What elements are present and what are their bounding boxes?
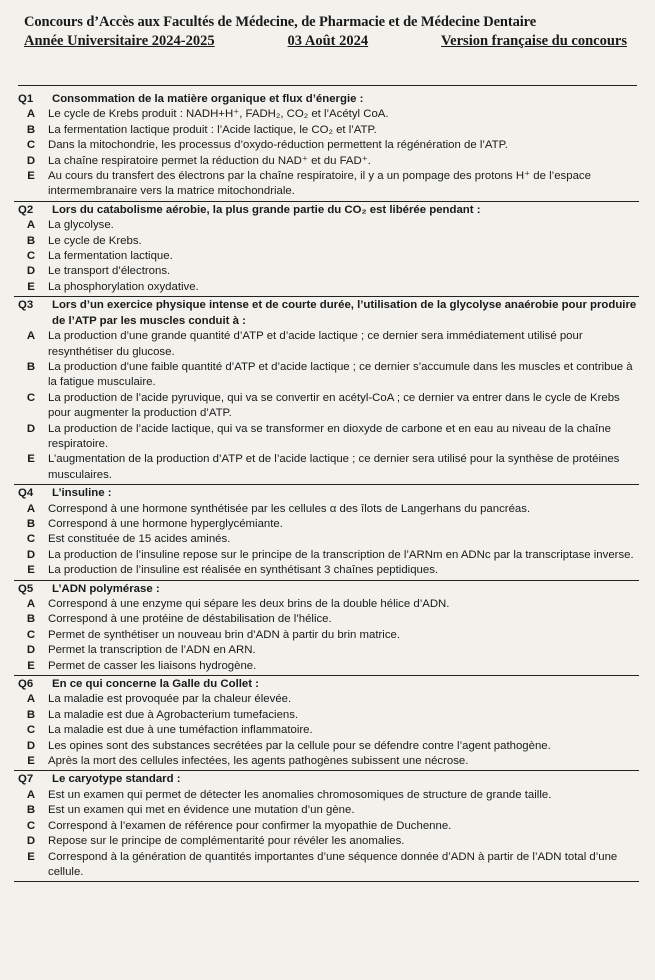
question-text: En ce qui concerne la Galle du Collet : (52, 678, 259, 691)
option-letter: E (27, 170, 35, 183)
option-letter: B (26, 708, 36, 721)
exam-subtitle (24, 33, 635, 50)
answer-option (14, 834, 639, 849)
option-text: Est un examen qui met en évidence une mutation d’un gène. (48, 804, 355, 817)
answer-option (14, 597, 639, 612)
option-text: Après la mort des cellules infectées, les agents pathogènes subissent une nécrose. (48, 755, 469, 768)
option-letter: D (26, 644, 36, 657)
academic-year: Année Universitaire 2024-2025 (24, 33, 215, 49)
question-number: Q5 (18, 582, 34, 595)
option-letter: B (26, 613, 36, 626)
option-text: Les opines sont des substances secrétées par la cellule pour se défendre contre l’agent pathogène. (48, 739, 551, 752)
exam-date: 03 Août 2024 (287, 33, 369, 49)
option-text: Correspond à la génération de quantités importantes d’une séquence donnée d’ADN à partir de l’ADN total d’une cellule. (48, 850, 618, 878)
option-text: Au cours du transfert des électrons par la chaîne respiratoire, il y a un pompage des protons H⁺ de l’espace intermembranaire vers la matrice mitochondriale. (48, 170, 591, 198)
option-text: Le cycle de Krebs produit : NADH+H⁺, FADH₂, CO₂ et l’Acétyl CoA. (48, 108, 389, 121)
answer-option (14, 723, 639, 738)
option-letter: D (26, 548, 36, 561)
option-text: Le transport d’électrons. (48, 265, 171, 278)
answer-option (14, 218, 639, 233)
answer-option (14, 107, 639, 122)
answer-option (14, 452, 639, 483)
answer-option (14, 548, 639, 563)
option-letter: C (26, 250, 36, 263)
question-number: Q7 (18, 773, 34, 786)
option-text: La maladie est provoquée par la chaleur élevée. (48, 693, 292, 706)
question-header (14, 92, 639, 107)
option-text: Repose sur le principe de complémentarité pour révéler les anomalies. (48, 835, 405, 848)
answer-option (14, 517, 639, 532)
option-text: La production de l’acide pyruvique, qui va se convertir en acétyl-CoA ; ce dernier va entrer dans le cycle de Krebs pour augmenter la production d’ATP. (48, 391, 620, 420)
question-text: Lors d’un exercice physique intense et de courte durée, l’utilisation de la glycolyse anaérobie pour produire de l’ATP par les muscles conduit à : (52, 299, 637, 327)
answer-option (14, 643, 639, 658)
option-text: La maladie est due à Agrobacterium tumefaciens. (48, 708, 299, 721)
question-text: Consommation de la matière organique et flux d’énergie : (52, 93, 364, 105)
option-letter: A (26, 502, 36, 515)
question-list (14, 92, 639, 883)
option-text: Correspond à une enzyme qui sépare les deux brins de la double hélice d’ADN. (48, 598, 450, 610)
option-letter: B (26, 360, 36, 373)
option-letter: E (27, 280, 35, 293)
option-letter: B (26, 517, 36, 530)
option-text: La production de l’insuline repose sur le principe de la transcription de l’ARNm en ADNc par la transcriptase inverse. (48, 548, 634, 561)
option-text: Permet de synthétiser un nouveau brin d’ADN à partir du brin matrice. (48, 628, 401, 641)
answer-option (14, 360, 639, 391)
answer-option (14, 788, 639, 803)
option-text: La production de l’insuline est réalisée en synthétisant 3 chaînes peptidiques. (48, 564, 439, 577)
answer-option (14, 612, 639, 627)
question-header (14, 203, 639, 218)
question-number: Q4 (18, 487, 34, 500)
option-text: La chaîne respiratoire permet la réduction du NAD⁺ et du FAD⁺. (48, 154, 371, 167)
option-text: Dans la mitochondrie, les processus d’oxydo-réduction permettent la régénération de l’ATP. (48, 139, 508, 152)
option-letter: A (26, 330, 36, 343)
answer-option (14, 154, 639, 169)
option-letter: B (26, 123, 36, 136)
answer-option (14, 234, 639, 249)
answer-option (14, 138, 639, 153)
exam-title: Concours d’Accès aux Facultés de Médecine, de Pharmacie et de Médecine Dentaire (24, 14, 537, 30)
question-text: L’insuline : (52, 487, 112, 500)
question-block (14, 298, 639, 485)
option-text: La glycolyse. (48, 219, 114, 232)
option-letter: E (27, 453, 35, 466)
answer-option (14, 169, 639, 200)
answer-option (14, 563, 639, 578)
question-header (14, 298, 639, 329)
option-letter: C (26, 724, 36, 737)
option-text: L’augmentation de la production d’ATP et de l’acide lactique ; ce dernier sera utilisé pour la synthèse de protéines musculaires. (48, 453, 620, 481)
option-letter: E (27, 564, 35, 577)
option-text: La phosphorylation oxydative. (48, 280, 199, 293)
option-letter: B (26, 234, 36, 247)
answer-option (14, 803, 639, 818)
question-number: Q1 (18, 93, 34, 105)
option-letter: D (26, 422, 36, 435)
answer-option (14, 850, 639, 881)
option-letter: E (27, 850, 35, 863)
answer-option (14, 422, 639, 453)
answer-option (14, 329, 639, 360)
answer-option (14, 391, 639, 422)
exam-header (0, 0, 655, 50)
answer-option (14, 754, 639, 769)
option-letter: A (26, 693, 36, 706)
answer-option (14, 532, 639, 547)
option-letter: C (26, 391, 36, 404)
option-text: Permet la transcription de l’ADN en ARN. (48, 644, 256, 657)
option-text: Correspond à l’examen de référence pour confirmer la myopathie de Duchenne. (48, 819, 452, 832)
option-letter: C (26, 139, 36, 152)
option-letter: C (26, 628, 36, 641)
answer-option (14, 659, 639, 674)
answer-option (14, 264, 639, 279)
answer-option (14, 502, 639, 517)
answer-option (14, 819, 639, 834)
question-text: L’ADN polymérase : (52, 582, 160, 595)
answer-option (14, 628, 639, 643)
option-letter: C (26, 533, 36, 546)
option-letter: E (27, 755, 35, 768)
option-text: La production d’une grande quantité d’ATP et d’acide lactique ; ce dernier sera immédiatement utilisé pour resynthétiser du glucose. (48, 330, 583, 358)
option-letter: A (26, 598, 36, 610)
question-block (14, 582, 639, 676)
question-text: Le caryotype standard : (52, 773, 181, 786)
question-header (14, 677, 639, 692)
question-header (14, 772, 639, 787)
question-number: Q6 (18, 678, 34, 691)
answer-option (14, 123, 639, 138)
option-text: Est un examen qui permet de détecter les anomalies chromosomiques de structure de grande taille. (48, 788, 552, 801)
question-header (14, 582, 639, 597)
exam-version: Version française du concours (441, 33, 627, 49)
option-letter: C (26, 819, 36, 832)
option-letter: D (26, 265, 36, 278)
option-letter: D (26, 835, 36, 848)
question-block (14, 92, 639, 202)
option-text: Permet de casser les liaisons hydrogène. (48, 659, 257, 672)
question-header (14, 486, 639, 501)
answer-option (14, 692, 639, 707)
option-text: La production de l’acide lactique, qui va se transformer en dioxyde de carbone et en eau au niveau de la chaîne respiratoire. (48, 422, 611, 450)
option-letter: A (26, 788, 36, 801)
option-text: La fermentation lactique. (48, 250, 173, 263)
question-text: Lors du catabolisme aérobie, la plus grande partie du CO₂ est libérée pendant : (52, 203, 481, 216)
option-letter: B (26, 804, 36, 817)
question-block (14, 772, 639, 882)
option-letter: D (26, 154, 36, 167)
header-divider (18, 85, 637, 86)
question-block (14, 677, 639, 771)
answer-option (14, 280, 639, 295)
option-text: La maladie est due à une tuméfaction inflammatoire. (48, 724, 313, 737)
option-text: Est constituée de 15 acides aminés. (48, 533, 231, 546)
answer-option (14, 739, 639, 754)
option-letter: A (26, 108, 36, 121)
question-block (14, 486, 639, 580)
option-text: Le cycle de Krebs. (48, 234, 142, 247)
option-text: Correspond à une protéine de déstabilisation de l’hélice. (48, 613, 332, 626)
option-text: La production d’une faible quantité d’ATP et d’acide lactique ; ce dernier s’accumule dans les muscles et contribue à la fatigue musculaire. (48, 360, 633, 389)
option-letter: A (26, 219, 36, 232)
question-block (14, 203, 639, 297)
question-number: Q3 (18, 299, 34, 312)
option-letter: D (26, 739, 36, 752)
option-text: Correspond à une hormone synthétisée par les cellules α des îlots de Langerhans du pancréas. (48, 502, 531, 515)
answer-option (14, 249, 639, 264)
option-letter: E (27, 659, 35, 672)
question-number: Q2 (18, 203, 34, 216)
answer-option (14, 708, 639, 723)
option-text: Correspond à une hormone hyperglycémiante. (48, 517, 283, 530)
option-text: La fermentation lactique produit : l’Acide lactique, le CO₂ et l’ATP. (48, 123, 377, 136)
